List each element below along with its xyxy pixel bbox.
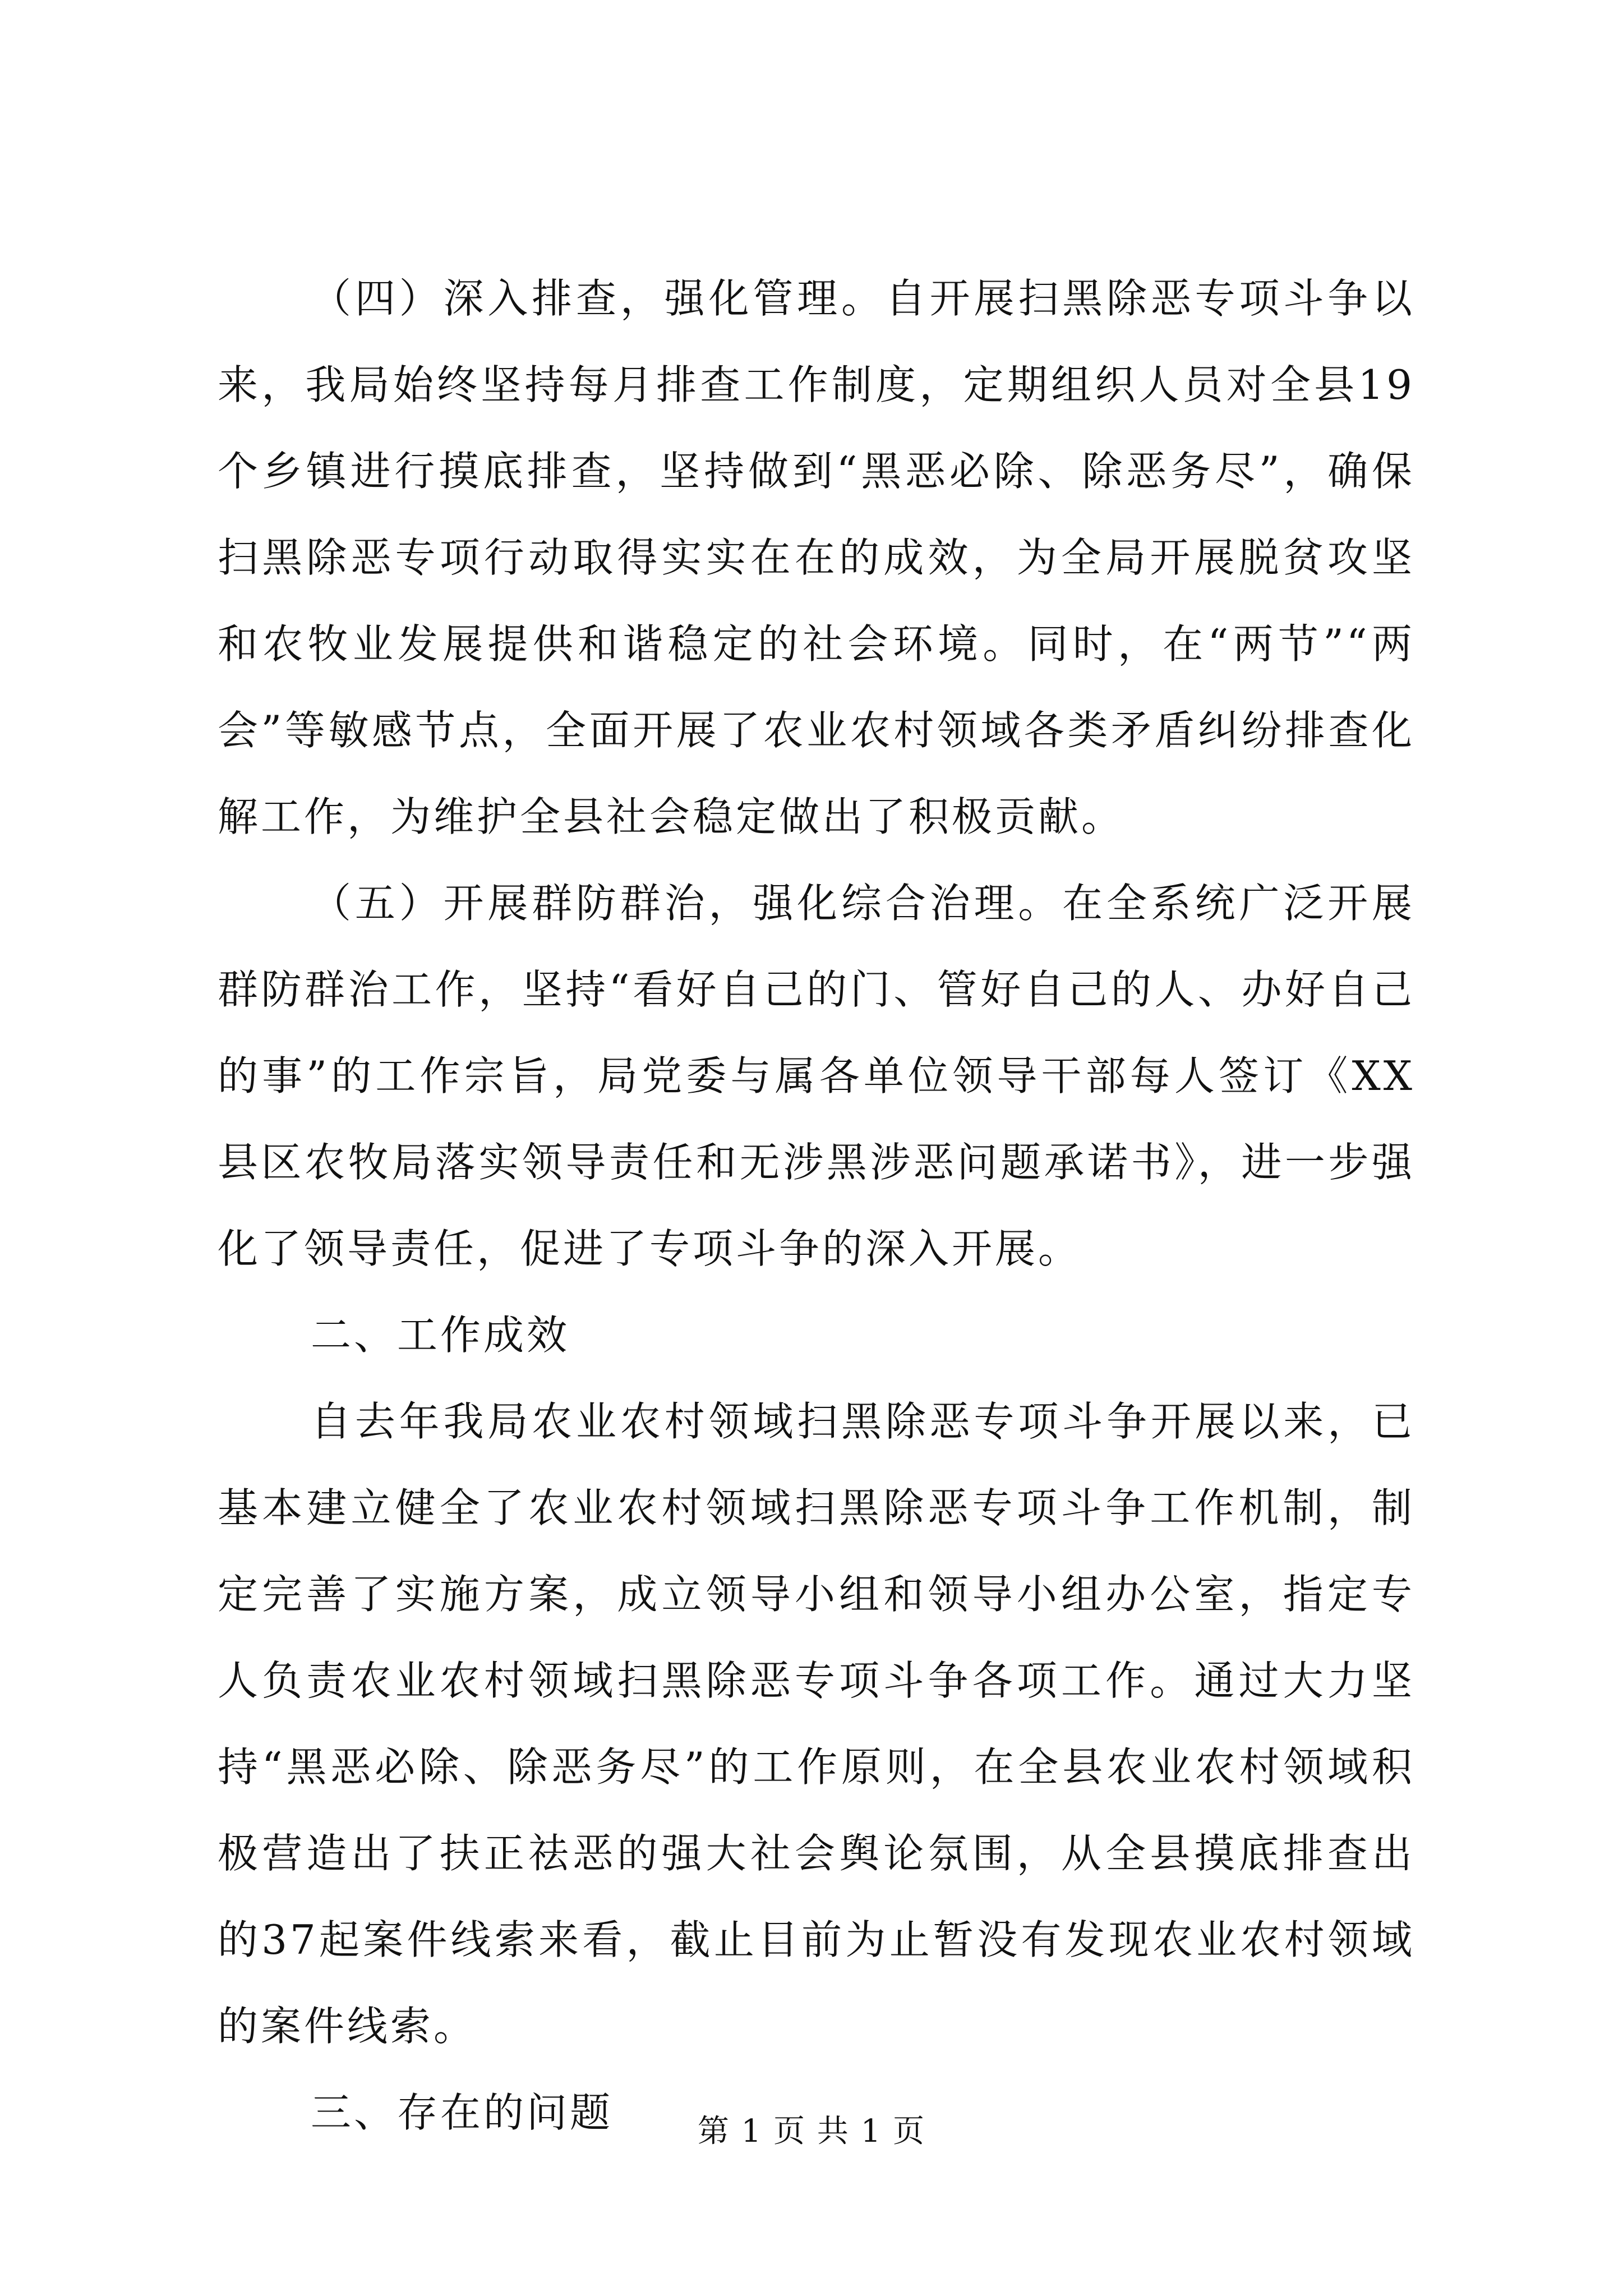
page-footer: 第 1 页 共 1 页 bbox=[697, 2113, 926, 2150]
paragraph-results: 自去年我局农业农村领域扫黑除恶专项斗争开展以来，已基本建立健全了农业农村领域扫黑除恶专项斗争工作机制，制定完善了实施方案，成立领导小组和领导小组办公室，指定专人负责农业农村领域扫黑除恶专项斗争各项工作。通过大力坚持“黑恶必除、除恶务尽”的工作原则，在全县农业农村领域积极营造出了扶正祛恶的强大社会舆论氛围，从全县摸底排查出的37起案件线索来看，截止目前为止暂没有发现农业农村领域的案件线索。 bbox=[218, 1398, 1415, 2050]
document-body bbox=[218, 255, 1415, 2156]
paragraph-group-prevention: （五）开展群防群治，强化综合治理。在全系统广泛开展群防群治工作，坚持“看好自己的门、管好自己的人、办好自己的事”的工作宗旨，局党委与属各单位领导干部每人签订《XX县区农牧局落实领导责任和无涉黑涉恶问题承诺书》，进一步强化了领导责任，促进了专项斗争的深入开展。 bbox=[218, 880, 1415, 1272]
section-heading-results: 二、工作成效 bbox=[311, 1312, 570, 1359]
section-heading-problems: 三、存在的问题 bbox=[311, 2089, 614, 2136]
paragraph-investigation: （四）深入排查，强化管理。自开展扫黑除恶专项斗争以来，我局始终坚持每月排查工作制度，定期组织人员对全县19个乡镇进行摸底排查，坚持做到“黑恶必除、除恶务尽”，确保扫黑除恶专项行动取得实实在在的成效，为全局开展脱贫攻坚和农牧业发展提供和谐稳定的社会环境。同时，在“两节”“两会”等敏感节点，全面开展了农业农村领域各类矛盾纠纷排查化解工作，为维护全县社会稳定做出了积极贡献。 bbox=[218, 275, 1415, 840]
